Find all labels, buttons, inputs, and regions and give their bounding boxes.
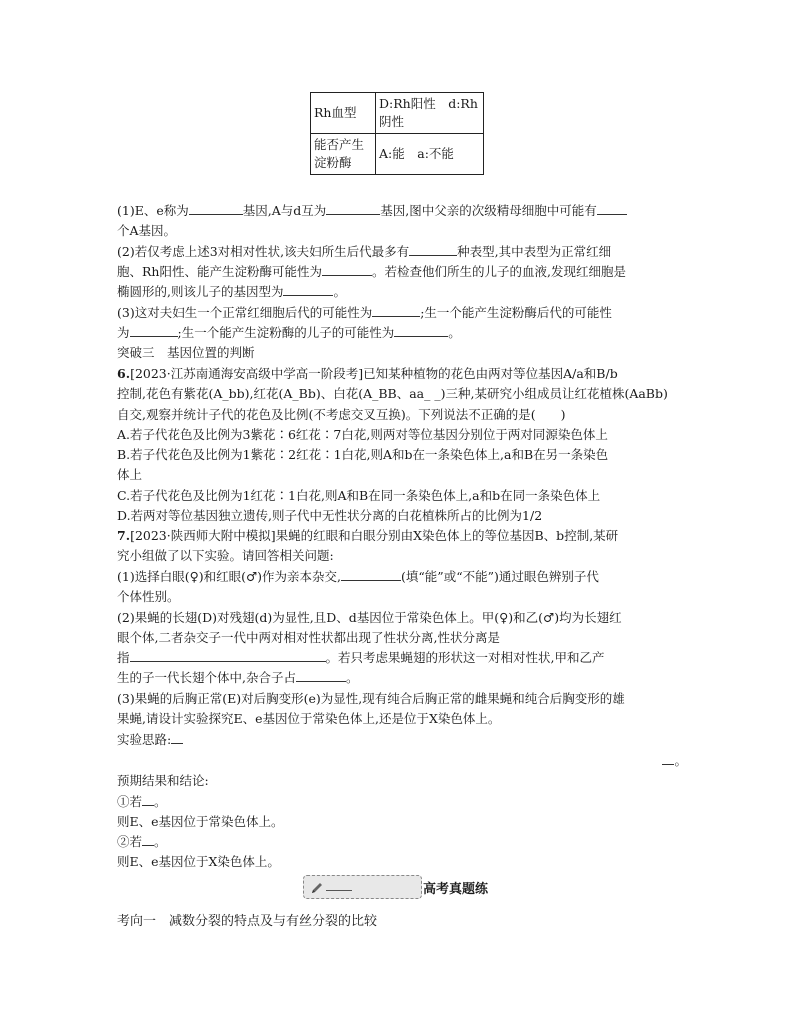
q6-line3: 自交,观察并统计子代的花色及比例(不考虑交叉互换)。下列说法不正确的是( ) xyxy=(117,407,566,422)
q6-line1: 6.[2023·江苏南通海安高级中学高一阶段考]已知某种植物的花色由两对等位基因A/a和B/b xyxy=(117,366,618,381)
q2-line1: (2)若仅考虑上述3对相对性状,该夫妇所生后代最多有 种表型,其中表型为正常红细 xyxy=(117,244,612,259)
table-cell-value: D:Rh阳性 d:Rh阴性 xyxy=(376,93,484,134)
q7-line1: 7.[2023·陕西师大附中模拟]果蝇的红眼和白眼分别由X染色体上的等位基因B、b控制,某研 xyxy=(117,528,619,543)
table-cell-label: 能否产生淀粉酶 xyxy=(311,134,376,175)
answer-blank[interactable] xyxy=(326,202,380,215)
q1-line2: 个A基因。 xyxy=(117,223,177,238)
q7-idea: 实验思路: xyxy=(117,730,687,749)
section-title: 高考真题练 xyxy=(423,882,489,897)
answer-blank[interactable] xyxy=(142,793,154,806)
q7-result-1: ①若 。 xyxy=(117,794,167,809)
topic-heading: 考向一 减数分裂的特点及与有丝分裂的比较 xyxy=(117,914,378,929)
q7-p1-line2: 个体性别。 xyxy=(117,589,180,604)
q7-conclusion-2: 则E、e基因位于X染色体上。 xyxy=(117,854,280,869)
q3-line1: (3)这对夫妇生一个正常红细胞后代的可能性为 ;生一个能产生淀粉酶后代的可能性 xyxy=(117,305,612,320)
answer-blank[interactable] xyxy=(171,731,183,744)
q7-line2: 究小组做了以下实验。请回答相关问题: xyxy=(117,548,334,563)
answer-blank[interactable] xyxy=(142,833,154,846)
q2-line2: 胞、Rh阳性、能产生淀粉酶可能性为 。若检查他们所生的儿子的血液,发现红细胞是 xyxy=(117,264,626,279)
q7-p2-line1: (2)果蝇的长翅(D)对残翅(d)为显性,且D、d基因位于常染色体上。甲(♀)和乙(♂)均为长翅红 xyxy=(117,610,622,625)
answer-blank[interactable] xyxy=(130,324,178,337)
q6-option-c[interactable]: C.若子代花色及比例为1红花∶1白花,则A和B在同一条染色体上,a和b在同一条染色体上 xyxy=(117,488,601,503)
q7-p3-line2: 果蝇,请设计实验探究E、e基因位于常染色体上,还是位于X染色体上。 xyxy=(117,711,501,726)
table-cell-value: A:能 a:不能 xyxy=(376,134,484,175)
table-row xyxy=(311,93,484,134)
section-banner xyxy=(303,875,422,899)
q2-line3: 椭圆形的,则该儿子的基因型为 。 xyxy=(117,284,346,299)
answer-blank[interactable] xyxy=(394,324,448,337)
q6-option-b-cont: 体上 xyxy=(117,467,143,482)
answer-blank[interactable] xyxy=(409,243,457,256)
table-cell-label: Rh血型 xyxy=(311,93,376,134)
answer-blank[interactable] xyxy=(662,752,674,765)
q1-line1: (1)E、e称为 基因,A与d互为 基因,图中父亲的次级精母细胞中可能有 xyxy=(117,201,687,220)
breakthrough-heading: 突破三 基因位置的判断 xyxy=(117,345,255,360)
pen-icon xyxy=(310,880,324,899)
answer-blank[interactable] xyxy=(283,283,333,296)
q7-predict-heading: 预期结果和结论: xyxy=(117,773,209,788)
q7-p2-line4: 生的子一代长翅个体中,杂合子占 。 xyxy=(117,670,359,685)
table-row xyxy=(311,134,484,175)
q7-p2-line3: 指 。若只考虑果蝇翅的形状这一对相对性状,甲和乙产 xyxy=(117,650,605,665)
answer-blank[interactable] xyxy=(372,304,420,317)
answer-blank[interactable] xyxy=(341,568,401,581)
q7-p3-line1: (3)果蝇的后胸正常(E)对后胸变形(e)为显性,现有纯合后胸正常的雌果蝇和纯合后胸变形的雄 xyxy=(117,691,625,706)
answer-blank[interactable] xyxy=(322,263,372,276)
q7-p1-line1: (1)选择白眼(♀)和红眼(♂)作为亲本杂交, (填“能”或“不能”)通过眼色辨别子代 xyxy=(117,569,599,584)
q6-option-d[interactable]: D.若两对等位基因独立遗传,则子代中无性状分离的白花植株所占的比例为1/2 xyxy=(117,508,543,523)
banner-underline xyxy=(326,890,352,891)
q6-option-a[interactable]: A.若子代花色及比例为3紫花∶6红花∶7白花,则两对等位基因分别位于两对同源染色体上 xyxy=(117,427,608,442)
answer-blank[interactable] xyxy=(597,202,627,215)
q7-conclusion-1: 则E、e基因位于常染色体上。 xyxy=(117,814,284,829)
q6-option-b[interactable]: B.若子代花色及比例为1紫花∶2红花∶1白花,则A和b在一条染色体上,a和B在另一条染色 xyxy=(117,447,609,462)
answer-blank[interactable] xyxy=(189,202,243,215)
q7-idea-end: 。 xyxy=(117,751,687,770)
q3-line2: 为 ;生一个能产生淀粉酶的儿子的可能性为 。 xyxy=(117,325,461,340)
q7-p2-line2: 眼个体,二者杂交子一代中两对相对性状都出现了性状分离,性状分离是 xyxy=(117,630,500,645)
answer-blank[interactable] xyxy=(296,669,346,682)
q6-line2: 控制,花色有紫花(A_bb),红花(A_Bb)、白花(A_BB、aa_ _)三种,某研究小组成员让红花植株(AaBb) xyxy=(117,386,668,401)
gene-table xyxy=(310,92,484,175)
q7-result-2: ②若 。 xyxy=(117,834,167,849)
answer-blank[interactable] xyxy=(130,649,326,662)
